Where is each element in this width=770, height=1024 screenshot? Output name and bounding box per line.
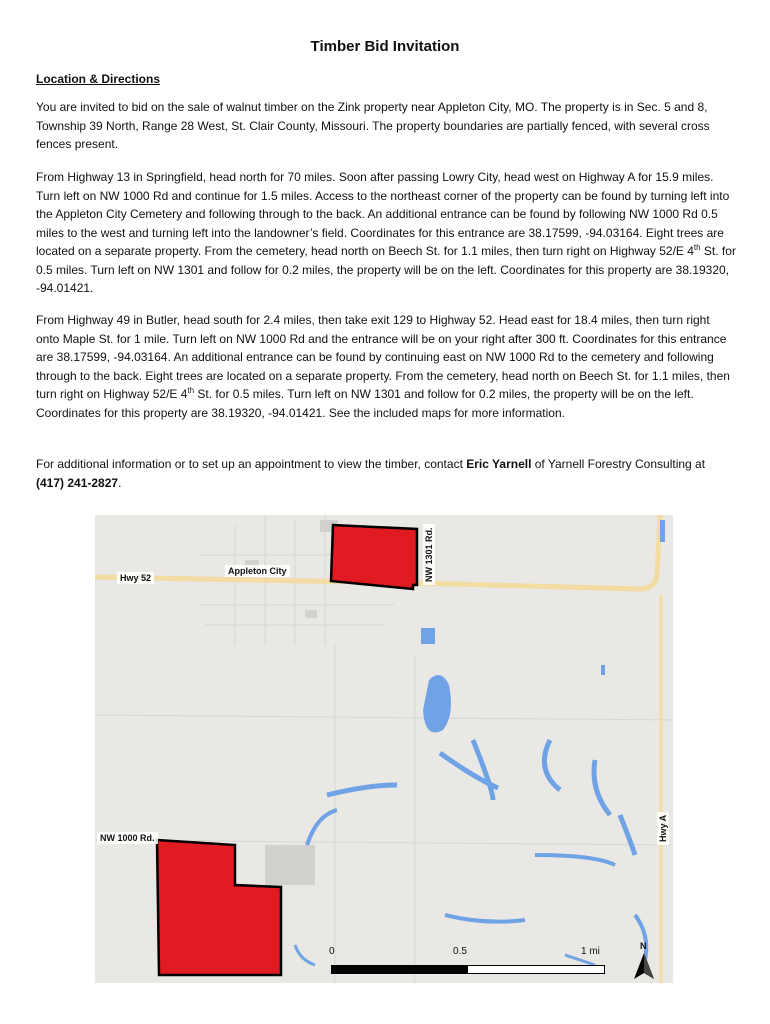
contact-phone: (417) 241-2827 bbox=[36, 475, 119, 490]
ordinal-suffix: th bbox=[693, 243, 701, 252]
label-hwy-a: Hwy A bbox=[657, 812, 669, 845]
map-canvas bbox=[95, 515, 673, 983]
scale-bar-graphic bbox=[331, 965, 605, 974]
scale-tick-end: 1 mi bbox=[581, 946, 600, 957]
north-letter: N bbox=[640, 941, 647, 951]
property-map bbox=[95, 515, 673, 983]
scale-tick-half: 0.5 bbox=[453, 946, 467, 957]
directions-butler-text-a: From Highway 49 in Butler, head south for 2.4 miles, then take exit 129 to Highway 52. Head east for 18.4 miles, then turn right onto Maple St. for 1 mile. Turn left on NW 1000 Rd and the entrance will be on your right after 300 ft. Coordinates for this entrance are 38.17599, -94.03164. An additional entrance can be found by continuing east on NW 1000 Rd to the cemetery and following through to the back. Eight trees are located on a separate property. From the cemetery, head north on Beech St. for 1.1 miles, then turn right on Highway 52/E 4 bbox=[36, 313, 730, 401]
section-heading: Location & Directions bbox=[36, 72, 161, 86]
label-nw1000: NW 1000 Rd. bbox=[97, 832, 158, 844]
label-hwy52: Hwy 52 bbox=[117, 572, 154, 584]
directions-springfield-text-b: St. for 0.5 miles. Turn left on NW 1301 and follow for 0.2 miles, the property will be on the left. Coordinates for this property are 38.19320, -94.01421. bbox=[36, 244, 736, 295]
north-property bbox=[331, 525, 417, 589]
contact-text-c: . bbox=[118, 475, 122, 490]
ordinal-suffix: th bbox=[187, 386, 195, 395]
scale-tick-0: 0 bbox=[329, 946, 335, 957]
contact-text-a: For additional information or to set up an appointment to view the timber, contact bbox=[36, 457, 467, 471]
contact-text-b: of Yarnell Forestry Consulting at bbox=[531, 457, 706, 471]
intro-text: You are invited to bid on the sale of walnut timber on the Zink property near Appleton City, MO. The property is in Sec. 5 and 8, Township 39 North, Range 28 West, St. Clair County, Missouri. The property boundaries are partially fenced, with several cross fences present. bbox=[36, 100, 710, 151]
page-title: Timber Bid Invitation bbox=[310, 38, 460, 55]
directions-springfield-text-a: From Highway 13 in Springfield, head north for 70 miles. Soon after passing Lowry City, head west on Highway A for 15.9 miles. Turn left on NW 1000 Rd and continue for 1.5 miles. Access to the northeast corner of the property can be found by turning left into the Appleton City Cemetery and following through to the back. An additional entrance can be found by following NW 1000 Rd 0.5 miles to the west and turning left into the landowner’s field. Coordinates for this entrance are 38.17599, -94.03164. Eight trees are located on a separate property. From the cemetery, head north on Beech St. for 1.1 miles, then turn right on Highway 52/E 4 bbox=[36, 170, 730, 258]
label-appleton-city: Appleton City bbox=[225, 565, 290, 577]
label-nw1301: NW 1301 Rd. bbox=[423, 524, 435, 585]
scale-bar bbox=[327, 945, 607, 975]
directions-butler-text-b: St. for 0.5 miles. Turn left on NW 1301 and follow for 0.2 miles, the property will be on the left. Coordinates for this property are 38.19320, -94.01421. See the included maps for more information. bbox=[36, 387, 694, 420]
contact-name: Eric Yarnell bbox=[466, 457, 532, 471]
intro-paragraph bbox=[36, 98, 736, 154]
contact-paragraph bbox=[36, 455, 736, 492]
directions-butler-paragraph bbox=[36, 311, 736, 422]
directions-springfield-paragraph bbox=[36, 168, 736, 298]
north-arrow-icon bbox=[632, 943, 656, 981]
